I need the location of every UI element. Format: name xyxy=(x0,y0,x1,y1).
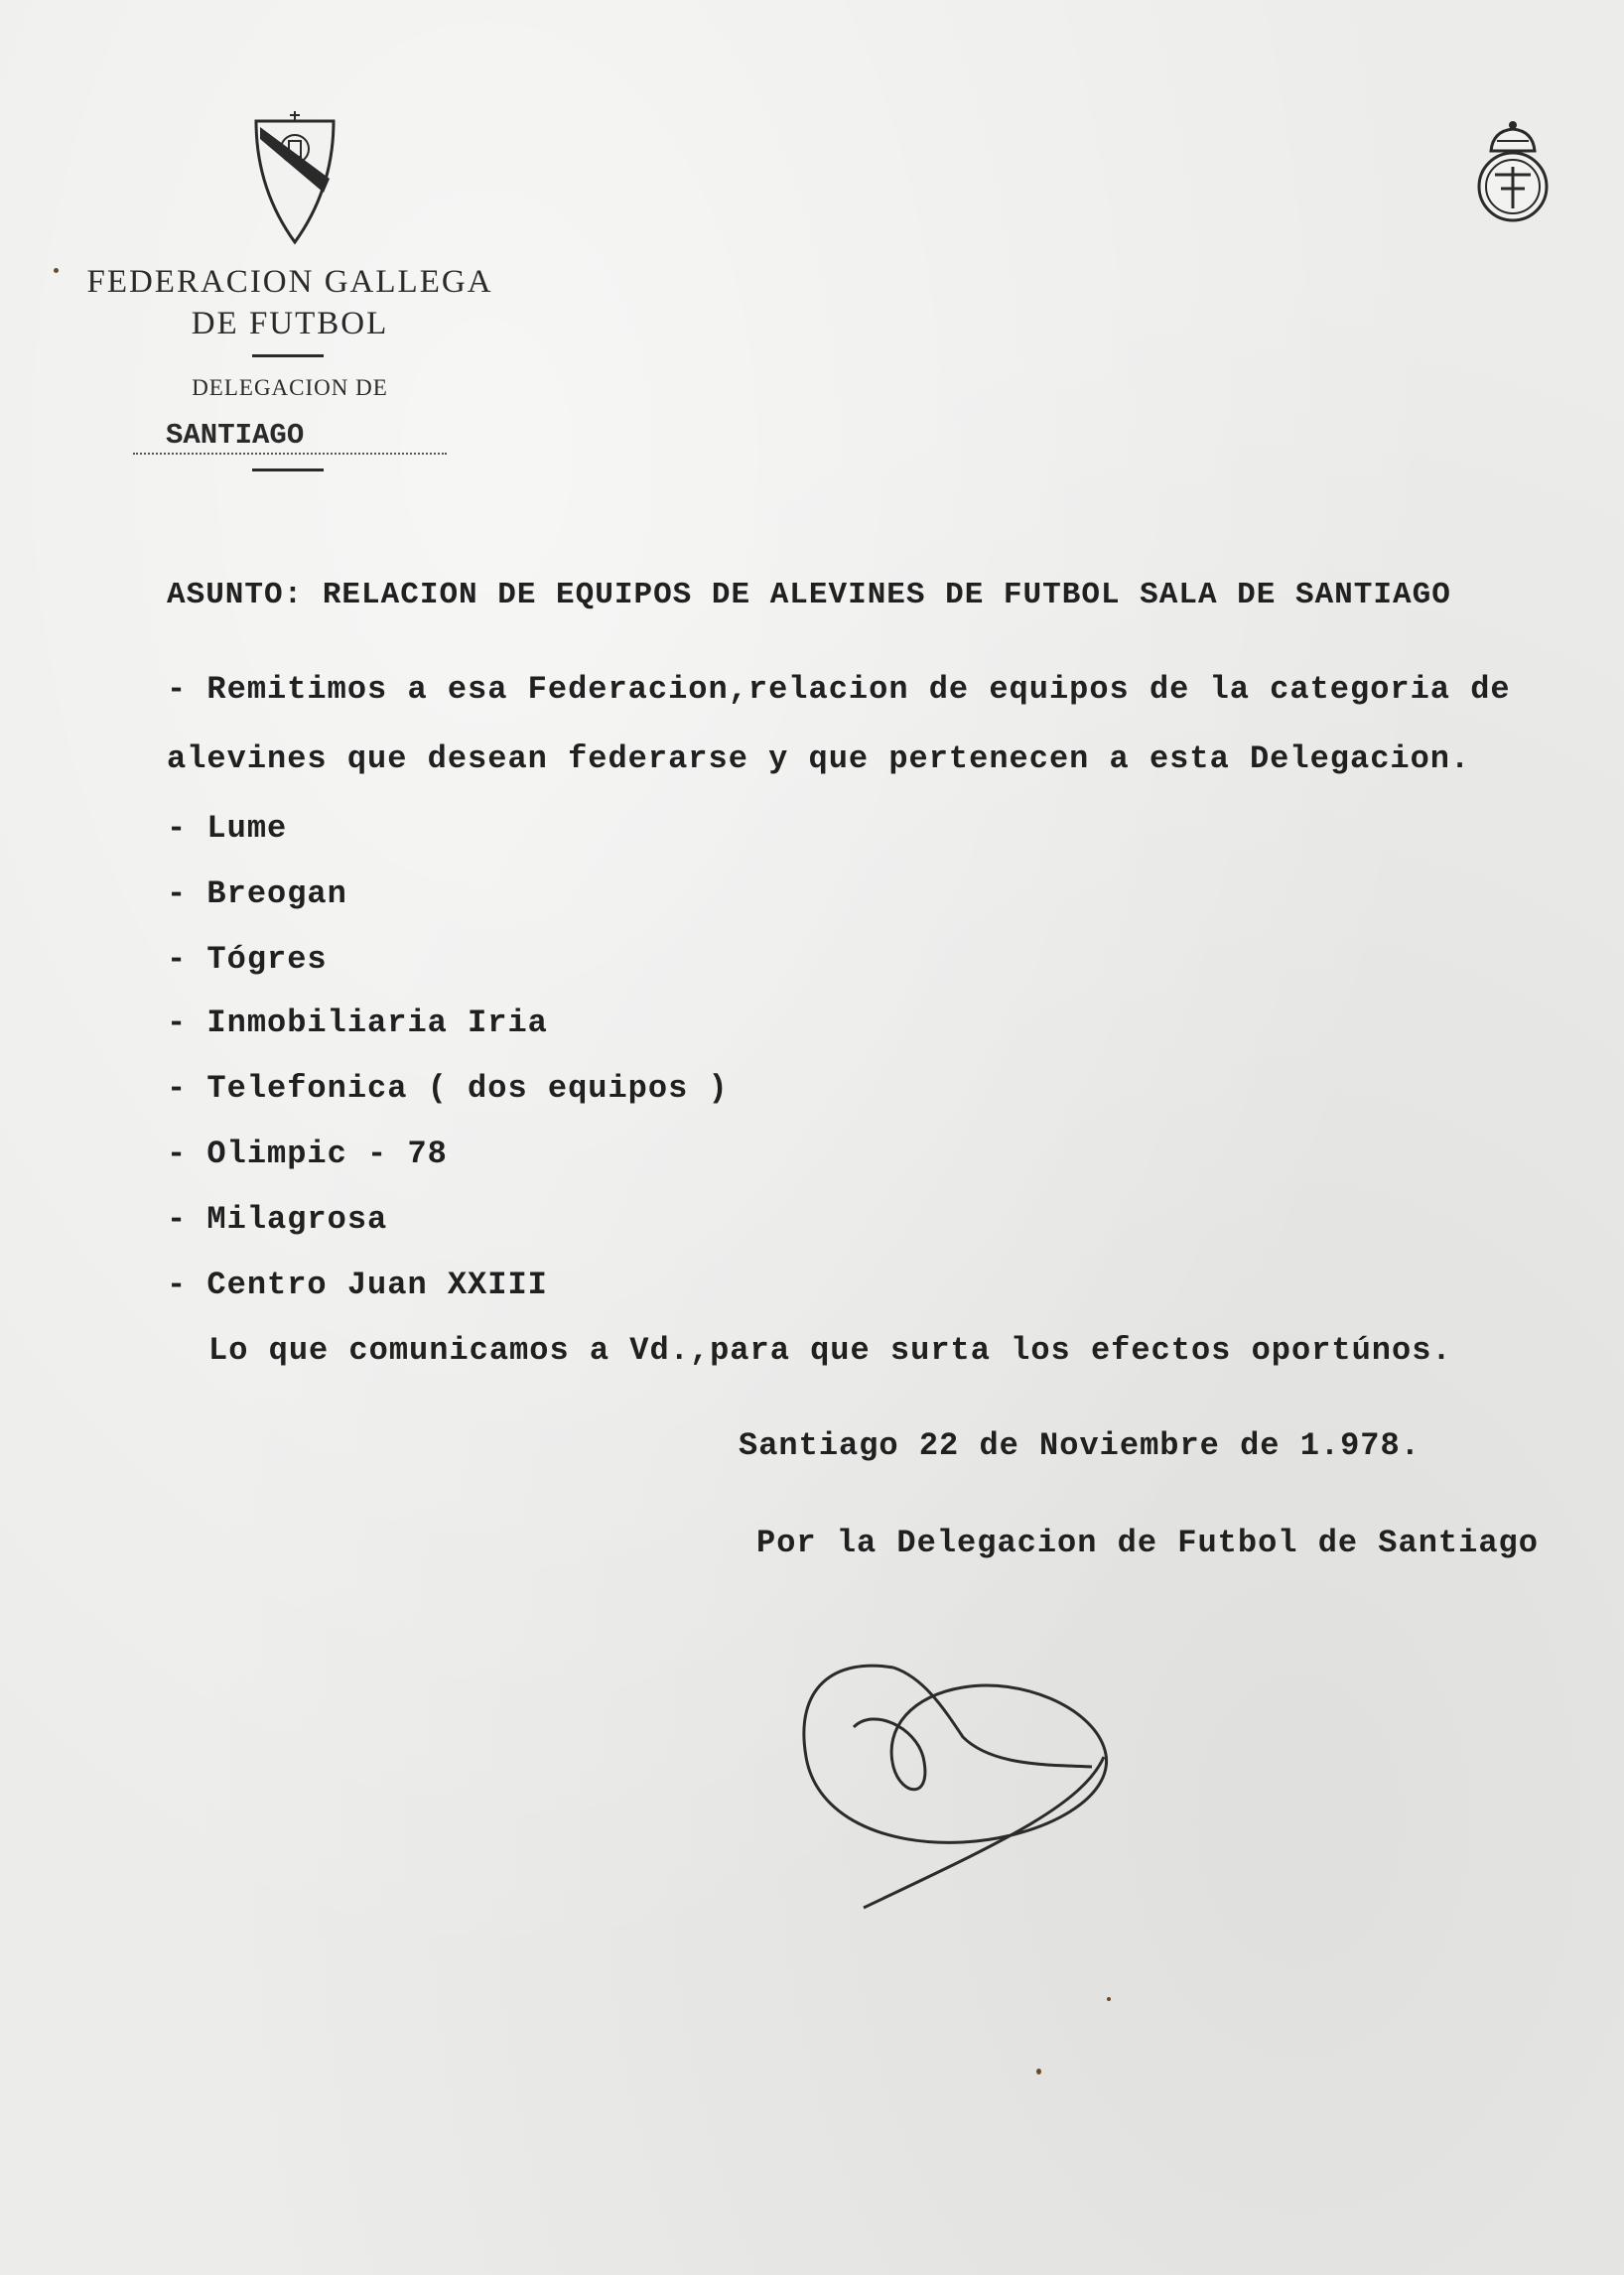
intro-line-1: - Remitimos a esa Federacion,relacion de equipos de la categoria de xyxy=(167,671,1511,708)
team-list-item: - Lume xyxy=(167,810,288,847)
team-list-item: - Breogan xyxy=(167,875,347,912)
paper-speck xyxy=(54,268,59,273)
date-line: Santiago 22 de Noviembre de 1.978. xyxy=(739,1427,1421,1464)
team-list-item: - Tógres xyxy=(167,941,328,978)
paper-speck xyxy=(1036,2069,1041,2074)
delegation-label: DELEGACION DE xyxy=(192,375,388,400)
team-list-item: - Milagrosa xyxy=(167,1201,388,1238)
letterhead-divider xyxy=(252,354,324,357)
subject-line: ASUNTO: RELACION DE EQUIPOS DE ALEVINES DE FUTBOL SALA DE SANTIAGO xyxy=(167,578,1451,612)
team-list-item: - Centro Juan XXIII xyxy=(167,1267,548,1303)
federation-shield-icon xyxy=(250,109,339,246)
paper-speck xyxy=(1107,1997,1111,2001)
org-name-line2: DE FUTBOL xyxy=(191,306,389,341)
handwritten-signature-icon xyxy=(794,1648,1122,1916)
closing-sentence: Lo que comunicamos a Vd.,para que surta los efectos oportúnos. xyxy=(208,1332,1452,1369)
team-list-item: - Inmobiliaria Iria xyxy=(167,1004,548,1041)
team-list-item: - Telefonica ( dos equipos ) xyxy=(167,1070,729,1107)
letterhead-divider-bottom xyxy=(252,468,324,471)
intro-line-2: alevines que desean federarse y que pertenecen a esta Delegacion. xyxy=(167,740,1471,777)
org-name-line1: FEDERACION GALLEGA xyxy=(86,264,493,300)
signature-caption: Por la Delegacion de Futbol de Santiago xyxy=(756,1525,1539,1561)
crowned-emblem-icon xyxy=(1473,117,1553,228)
delegation-city: SANTIAGO xyxy=(166,419,305,452)
dotted-underline xyxy=(133,453,447,455)
team-list-item: - Olimpic - 78 xyxy=(167,1136,448,1172)
